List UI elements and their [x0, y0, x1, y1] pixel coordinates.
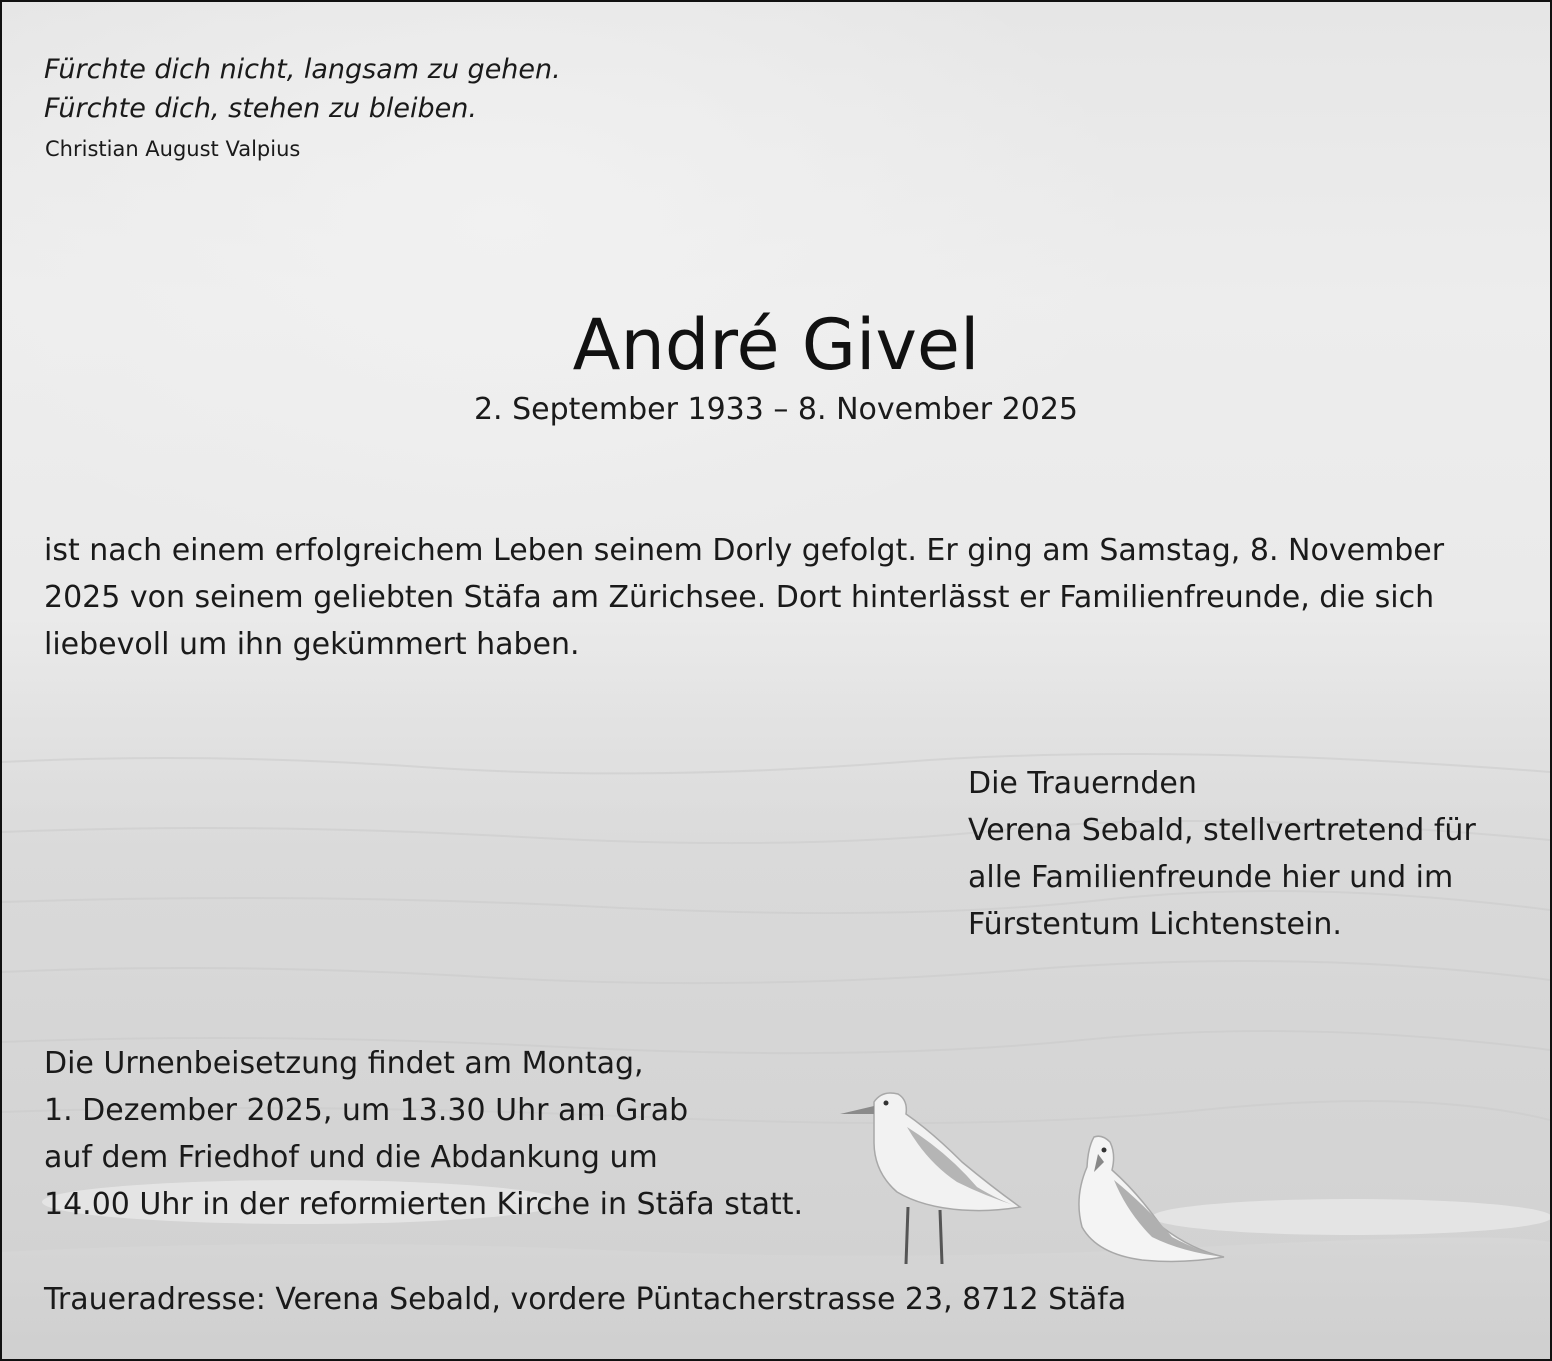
obituary-text-line: 2025 von seinem geliebten Stäfa am Zürichsee. Dort hinterlässt er Familienfreunde, die sich: [44, 580, 1435, 615]
ceremony-line: auf dem Friedhof und die Abdankung um: [44, 1140, 658, 1175]
mourners-line: Die Trauernden: [968, 766, 1197, 801]
obituary-text: [44, 527, 1514, 668]
ceremony-line: Die Urnenbeisetzung findet am Montag,: [44, 1046, 644, 1081]
obituary-text-line: liebevoll um ihn gekümmert haben.: [44, 627, 580, 662]
ceremony-line: 14.00 Uhr in der reformierten Kirche in Stäfa statt.: [44, 1187, 804, 1222]
motto-line: Fürchte dich, stehen zu bleiben.: [44, 93, 477, 124]
ceremony-line: 1. Dezember 2025, um 13.30 Uhr am Grab: [44, 1093, 689, 1128]
obituary-text-line: ist nach einem erfolgreichem Leben seinem Dorly gefolgt. Er ging am Samstag, 8. November: [44, 533, 1445, 568]
motto-quote: [44, 50, 561, 128]
motto-author: Christian August Valpius: [45, 137, 301, 161]
life-dates: 2. September 1933 – 8. November 2025: [473, 392, 1079, 427]
mourners-line: Fürstentum Lichtenstein.: [968, 907, 1342, 942]
motto-line: Fürchte dich nicht, langsam zu gehen.: [44, 54, 561, 85]
mourners-signature: [968, 760, 1476, 948]
mourning-address: Traueradresse: Verena Sebald, vordere Püntacherstrasse 23, 8712 Stäfa: [44, 1282, 1127, 1317]
mourners-line: Verena Sebald, stellvertretend für: [968, 813, 1476, 848]
ceremony-details: [44, 1040, 803, 1228]
mourners-line: alle Familienfreunde hier und im: [968, 860, 1454, 895]
deceased-name: André Givel: [572, 304, 980, 386]
